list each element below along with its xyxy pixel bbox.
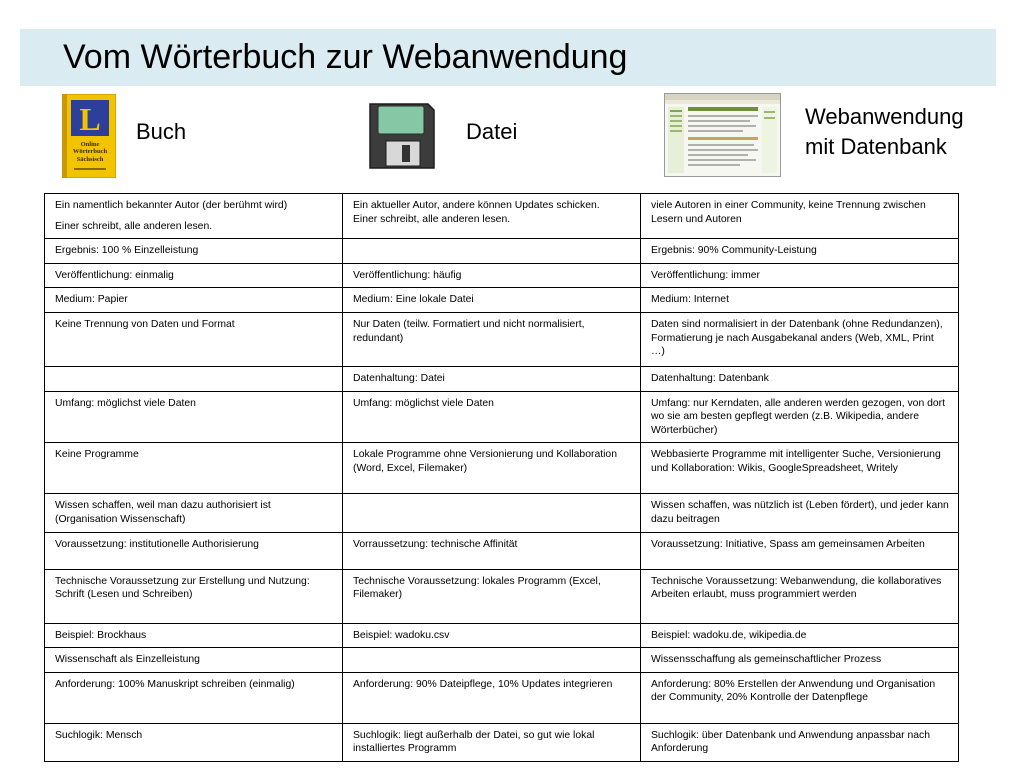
table-cell <box>343 623 641 648</box>
table-cell <box>45 494 343 532</box>
table-cell <box>641 672 959 723</box>
table-row <box>45 494 959 532</box>
table-cell <box>641 648 959 673</box>
table-cell <box>641 312 959 366</box>
table-cell <box>45 366 343 391</box>
table-row <box>45 672 959 723</box>
table-row <box>45 366 959 391</box>
table-row <box>45 263 959 288</box>
table-cell <box>45 288 343 313</box>
cell-text: Wissenschaft als Einzelleistung <box>55 654 200 666</box>
cell-text: Umfang: nur Kerndaten, alle anderen werden gezogen, von dort wo sie am besten gepflegt werden (z.B. Wikipedia, andere Wörterbücher) <box>651 397 946 436</box>
table-cell <box>343 443 641 494</box>
cell-text: Keine Trennung von Daten und Format <box>55 318 235 330</box>
comparison-table <box>44 193 959 762</box>
cell-text: Umfang: möglichst viele Daten <box>353 397 494 409</box>
cell-text: Suchlogik: Mensch <box>55 729 143 741</box>
table-cell <box>641 443 959 494</box>
cell-text: Ein namentlich bekannter Autor (der berühmt wird) <box>55 200 288 211</box>
table-row <box>45 288 959 313</box>
cell-text: Datenhaltung: Datenbank <box>651 372 769 384</box>
cell-text: Veröffentlichung: einmalig <box>55 269 174 281</box>
table-cell <box>641 532 959 569</box>
column-label-buch: Buch <box>136 119 187 144</box>
table-cell <box>45 391 343 443</box>
cell-text: Umfang: möglichst viele Daten <box>55 397 196 409</box>
table-cell <box>343 366 641 391</box>
cell-text: viele Autoren in einer Community, keine Trennung zwischen Lesern und Autoren <box>651 200 926 225</box>
table-cell <box>343 391 641 443</box>
table-cell <box>641 723 959 761</box>
cell-text: Suchlogik: liegt außerhalb der Datei, so gut wie lokal installiertes Programm <box>353 729 595 755</box>
cell-text: Suchlogik: über Datenbank und Anwendung anpassbar nach Anforderung <box>651 729 931 755</box>
table-cell <box>343 532 641 569</box>
table-row <box>45 723 959 761</box>
table-cell <box>641 366 959 391</box>
table-cell <box>45 648 343 673</box>
cell-text: Daten sind normalisiert in der Datenbank (ohne Redundanzen), Formatierung je nach Ausgabekanal anders (Web, XML, Print …) <box>651 318 943 358</box>
book-cover-text2: Wörterbuch <box>72 148 108 155</box>
table-cell <box>45 532 343 569</box>
column-label-web-line1: Webanwendung <box>805 104 964 129</box>
web-page-thumbnail-icon <box>664 93 781 177</box>
cell-text: Wissen schaffen, was nützlich ist (Leben fördert), und jeder kann dazu beitragen <box>651 500 949 525</box>
table-cell <box>641 288 959 313</box>
table-cell <box>343 672 641 723</box>
table-row <box>45 239 959 264</box>
table-cell <box>343 239 641 264</box>
table-cell <box>641 263 959 288</box>
table-row <box>45 194 959 239</box>
cell-text: Ein aktueller Autor, andere können Updates schicken. Einer schreibt, alle anderen lesen. <box>353 200 600 225</box>
cell-text: Medium: Eine lokale Datei <box>353 294 474 306</box>
table-cell <box>641 239 959 264</box>
cell-text: Lokale Programme ohne Versionierung und Kollaboration (Word, Excel, Filemaker) <box>353 449 617 474</box>
table-cell <box>45 723 343 761</box>
cell-text: Technische Voraussetzung zur Erstellung und Nutzung: Schrift (Lesen und Schreiben) <box>55 575 310 601</box>
cell-text: Veröffentlichung: häufig <box>353 269 462 281</box>
cell-text: Wissen schaffen, weil man dazu authorisiert ist (Organisation Wissenschaft) <box>55 500 271 525</box>
cell-text: Keine Programme <box>55 449 139 461</box>
cell-text: Nur Daten (teilw. Formatiert und nicht normalisiert, redundant) <box>353 318 585 344</box>
table-cell <box>641 194 959 239</box>
table-row <box>45 623 959 648</box>
title-bar <box>20 29 996 86</box>
table-cell <box>343 194 641 239</box>
table-cell <box>45 194 343 239</box>
table-cell <box>45 312 343 366</box>
cell-text: Ergebnis: 100 % Einzelleistung <box>55 245 199 257</box>
table-cell <box>641 391 959 443</box>
table-cell <box>343 312 641 366</box>
table-cell <box>641 623 959 648</box>
cell-text: Beispiel: wadoku.de, wikipedia.de <box>651 629 807 641</box>
table-cell <box>45 623 343 648</box>
floppy-disk-icon <box>367 101 437 171</box>
cell-text: Einer schreibt, alle anderen lesen. <box>55 220 213 232</box>
column-label-web-line2: mit Datenbank <box>805 134 947 159</box>
cell-text: Beispiel: wadoku.csv <box>353 629 450 641</box>
book-icon <box>62 94 116 178</box>
cell-text: Datenhaltung: Datei <box>353 372 445 384</box>
cell-text: Anforderung: 90% Dateipflege, 10% Updates integrieren <box>353 678 613 690</box>
cell-text: Wissensschaffung als gemeinschaftlicher Prozess <box>651 654 882 666</box>
cell-text: Voraussetzung: institutionelle Authorisierung <box>55 538 259 550</box>
cell-text: Ergebnis: 90% Community-Leistung <box>651 245 817 257</box>
table-cell <box>343 263 641 288</box>
cell-text: Medium: Internet <box>651 294 729 306</box>
cell-text: Anforderung: 80% Erstellen der Anwendung und Organisation der Community, 20% Kontrolle der Datenpflege <box>651 678 936 704</box>
table-cell <box>343 648 641 673</box>
table-row <box>45 312 959 366</box>
table-row <box>45 648 959 673</box>
cell-text: Veröffentlichung: immer <box>651 269 760 281</box>
table-cell <box>343 494 641 532</box>
table-cell <box>45 569 343 623</box>
cell-text: Beispiel: Brockhaus <box>55 629 147 641</box>
table-row <box>45 532 959 569</box>
table-cell <box>45 263 343 288</box>
cell-text: Anforderung: 100% Manuskript schreiben (einmalig) <box>55 678 295 690</box>
slide-title: Vom Wörterbuch zur Webanwendung <box>63 38 628 76</box>
book-cover-text3: Sächsisch <box>76 156 104 163</box>
table-cell <box>641 494 959 532</box>
table-cell <box>343 288 641 313</box>
table-cell <box>45 239 343 264</box>
table-cell <box>45 672 343 723</box>
table-cell <box>641 569 959 623</box>
cell-text: Medium: Papier <box>55 294 128 306</box>
cell-text: Webbasierte Programme mit intelligenter Suche, Versionierung und Kollaboration: Wikis, GoogleSpreadsheet, Writely <box>651 449 941 474</box>
table-row <box>45 443 959 494</box>
cell-text: Vorraussetzung: technische Affinität <box>353 538 518 550</box>
cell-text: Technische Voraussetzung: Webanwendung, die kollaboratives Arbeiten erlaubt, muss programmiert werden <box>651 575 942 601</box>
column-label-datei: Datei <box>466 119 518 144</box>
table-row <box>45 391 959 443</box>
table-cell <box>343 569 641 623</box>
table-cell <box>45 443 343 494</box>
cell-text: Voraussetzung: Initiative, Spass am gemeinsamen Arbeiten <box>651 538 925 550</box>
table-cell <box>343 723 641 761</box>
cell-text: Technische Voraussetzung: lokales Programm (Excel, Filemaker) <box>353 575 601 601</box>
table-row <box>45 569 959 623</box>
book-cover-text1: Online <box>80 141 100 148</box>
book-cover-letter: L <box>79 101 101 137</box>
